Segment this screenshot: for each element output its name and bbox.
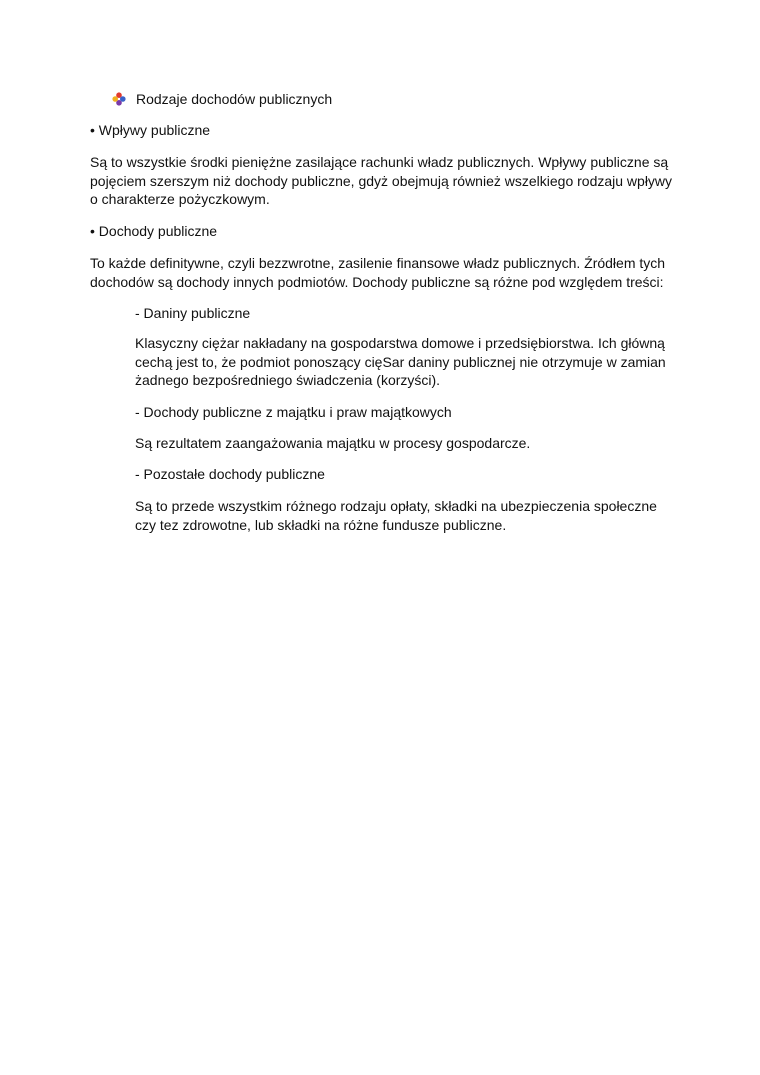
subsection-pozostale-title: - Pozostałe dochody publiczne bbox=[135, 466, 325, 482]
section-dochody-title: • Dochody publiczne bbox=[90, 223, 218, 239]
subsection-majatek-title: - Dochody publiczne z majątku i praw majątkowych bbox=[135, 404, 452, 420]
subsection-daniny-title: - Daniny publiczne bbox=[135, 305, 251, 321]
document-heading: Rodzaje dochodów publicznych bbox=[136, 91, 333, 107]
document-heading-row bbox=[112, 90, 332, 109]
subsection-daniny-body: Klasyczny ciężar nakładany na gospodarstwa domowe i przedsiębiorstwa. Ich główną cechą jest to, że podmiot ponoszący cięSar daniny publicznej nie otrzymuje w zamian żadnego bezpośredniego świadczenia (korzyści). bbox=[135, 335, 666, 388]
section-dochody-body: To każde definitywne, czyli bezzwrotne, zasilenie finansowe władz publicznych. Źródłem tych dochodów są dochody innych podmiotów. Dochody publiczne są różne pod względem treści: bbox=[90, 255, 666, 290]
flower-bullet-icon bbox=[112, 92, 126, 106]
subsection-pozostale-body: Są to przede wszystkim różnego rodzaju opłaty, składki na ubezpieczenia społeczne czy tez zdrowotne, lub składki na różne fundusze publiczne. bbox=[135, 498, 657, 533]
section-wplywy-body: Są to wszystkie środki pieniężne zasilające rachunki władz publicznych. Wpływy publiczne są pojęciem szerszym niż dochody publiczne, gdyż obejmują również wszelkiego rodzaju wpływy o charakterze pożyczkowym. bbox=[90, 154, 673, 207]
subsection-majatek-body: Są rezultatem zaangażowania majątku w procesy gospodarcze. bbox=[135, 435, 531, 451]
section-wplywy-title: • Wpływy publiczne bbox=[90, 122, 211, 138]
